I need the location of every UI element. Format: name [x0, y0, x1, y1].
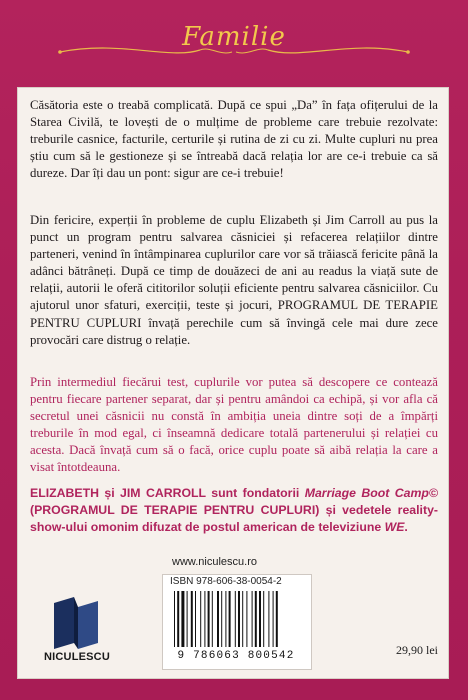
- barcode-bar: [212, 591, 213, 647]
- barcode: [172, 591, 302, 647]
- barcode-bar: [259, 591, 261, 647]
- barcode-digits: 9 786063 800542: [177, 650, 295, 662]
- publisher-url[interactable]: www.niculescu.ro: [172, 556, 257, 568]
- paragraph-program: Din fericire, experții în probleme de cuplu Elizabeth și Jim Carroll au pus la punct un program pentru salvarea căsniciei și refacerea relațiilor dintre parteneri, venind în întâmpinarea cuplurilor care vor să trăiască fericite până la adânci bătrâneți. După ce timp de douăzeci de ani au readus la viață sute de relații, autorii le oferă cititorilor soluții eficiente pentru salvarea căsniciilor. Cu ajutorul unor sfaturi, exerciții, teste și jocuri, PROGRAMUL DE TERAPIE PENTRU CUPLURI învață perechile cum să învingă cele mai dure zece provocări care distrug o relație.: [30, 213, 438, 347]
- barcode-bar: [204, 591, 205, 647]
- barcode-bar: [255, 591, 257, 647]
- barcode-bar: [263, 591, 264, 647]
- barcode-bar: [242, 591, 243, 647]
- paragraph-tests: Prin intermediul fiecărui test, cuplurile vor putea să descopere ce contează pentru fiecare partener separat, dar și pentru amândoi ca echipă, și vor afla că secretul unei căsnicii nu constă în ambiția uneia dintre soți de a împărți treburile în mod egal, ci înseamnă dedicare totală partenerului și relației cu acesta. Dacă învață cum să o facă, orice cuplu poate să aibă relația la care a visat întotdeauna.: [30, 375, 438, 475]
- isbn-text: ISBN 978-606-38-0054-2: [170, 576, 282, 587]
- barcode-bar: [221, 591, 222, 647]
- barcode-bar: [195, 591, 196, 647]
- author-bio: [30, 485, 438, 535]
- barcode-bar: [174, 591, 175, 647]
- author-bio-mid: (PROGRAMUL DE TERAPIE PENTRU CUPLURI) și vedetele reality-show-ului omonim difuzat de postul american de televiziune: [30, 502, 438, 534]
- price: 29,90 lei: [396, 643, 438, 657]
- barcode-bar: [235, 591, 236, 647]
- author-bio-end: .: [404, 519, 408, 534]
- barcode-bar: [225, 591, 226, 647]
- barcode-bar: [252, 591, 253, 647]
- barcode-bar: [268, 591, 269, 647]
- barcode-bar: [177, 591, 179, 647]
- barcode-bar: [238, 591, 240, 647]
- barcode-bar: [276, 591, 278, 647]
- barcode-bar: [187, 591, 188, 647]
- barcode-bar: [200, 591, 201, 647]
- barcode-bar: [191, 591, 193, 647]
- publisher-name: NICULESCU: [44, 651, 110, 663]
- barcode-bar: [273, 591, 274, 647]
- author-bio-lead: ELIZABETH și JIM CARROLL sunt fondatorii: [30, 486, 305, 500]
- show-title: Marriage Boot Camp©: [304, 486, 438, 500]
- barcode-bar: [181, 591, 184, 647]
- barcode-bar: [246, 591, 247, 647]
- network-name: WE: [384, 519, 405, 534]
- paragraph-intro: Căsătoria este o treabă complicată. După ce spui „Da” în fața ofițerului de la Starea Civilă, te lovești de o mulțime de probleme care trebuie rezolvate: treburile casnice, facturile, certurile și rutina de zi cu zi. Multe cupluri nu prea știu cum să le gestioneze și se întreabă dacă relația lor are ce-i trebuie ca să dureze. Dar îți dau un pont: sigur are ce-i trebuie!: [30, 98, 438, 181]
- series-title: Familie: [182, 22, 286, 52]
- barcode-bar: [208, 591, 210, 647]
- barcode-bar: [229, 591, 231, 647]
- barcode-bar: [217, 591, 219, 647]
